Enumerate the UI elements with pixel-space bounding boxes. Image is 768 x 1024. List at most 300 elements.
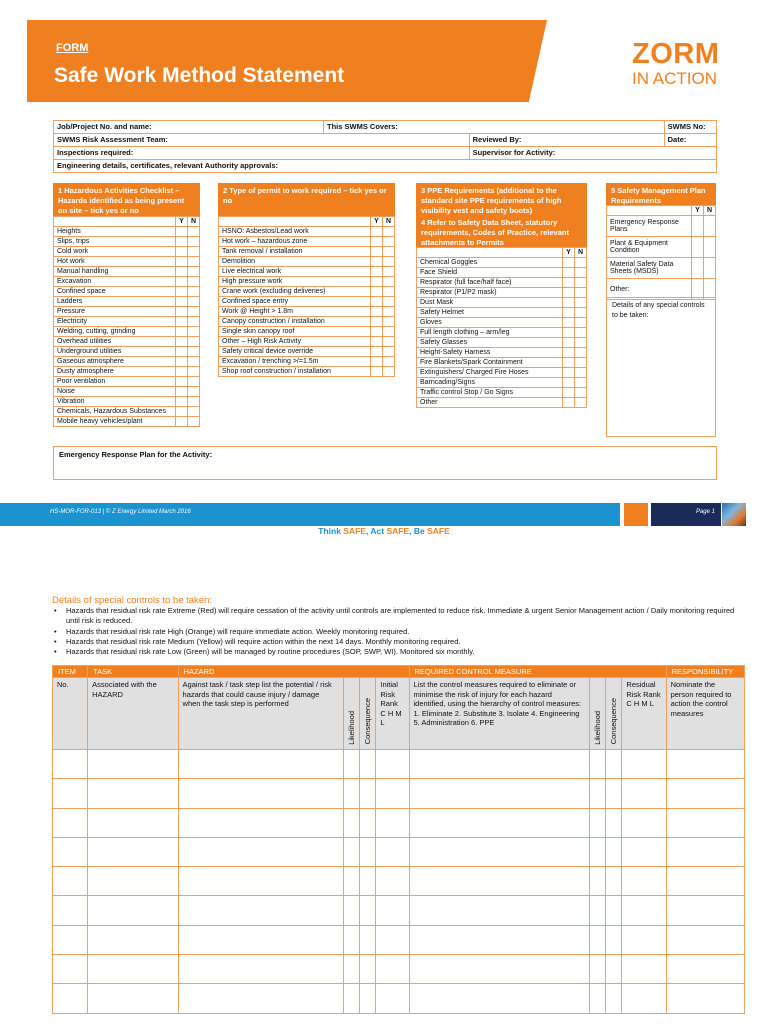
sub-consequence: Consequence <box>363 698 373 745</box>
checklist-item-label: Material Safety Data Sheets (MSDS) <box>607 258 692 279</box>
sub-initial-rank: Initial Risk Rank C H M L <box>376 678 409 750</box>
table-cell[interactable] <box>376 867 409 896</box>
table-cell[interactable] <box>53 925 88 954</box>
table-cell[interactable] <box>376 837 409 866</box>
checkbox-yes[interactable] <box>563 348 575 358</box>
ppe-checklist: Y N Chemical Goggles Face Shield Respirator (full face/half face) Respirator (P1/P2 mask) Dust Mask Safety Helmet Gloves Full length clothing – arm/leg Safety Glasses Height-Safety Harness Fire Blankets/Spark Containment Extinguishers/ Charged Fire Hoses Barricading/Signs Traffic control Stop / Go Signs Other <box>416 247 587 408</box>
checkbox-yes[interactable] <box>176 347 188 357</box>
checklist-item-label: Respirator (full face/half face) <box>417 278 563 288</box>
checkbox-no[interactable] <box>383 337 395 347</box>
bullet-item: • Hazards that residual risk rate Low (Green) will be managed by routine procedures (SOP, SWP, WI). Monitored six monthly. <box>52 647 742 657</box>
checklist-item-label: Electricity <box>54 317 176 327</box>
checkbox-yes[interactable] <box>563 278 575 288</box>
table-cell[interactable] <box>666 779 744 808</box>
checkbox-no[interactable] <box>575 338 587 348</box>
job-field[interactable]: Job/Project No. and name: <box>54 121 324 134</box>
checklist-item-label: Vibration <box>54 397 176 407</box>
table-cell[interactable] <box>376 984 409 1013</box>
checkbox-yes[interactable] <box>563 358 575 368</box>
sds-heading-text: 4 Refer to Safety Data Sheet, statutory requirements, Codes of Practice, relevant attachments to Permits <box>421 218 569 247</box>
table-cell[interactable] <box>344 955 360 984</box>
checkbox-no[interactable] <box>188 407 200 417</box>
checkbox-no[interactable] <box>704 237 716 258</box>
table-cell[interactable] <box>606 837 622 866</box>
table-cell[interactable] <box>666 837 744 866</box>
checkbox-no[interactable] <box>383 357 395 367</box>
table-cell[interactable] <box>622 955 666 984</box>
table-cell[interactable] <box>409 808 590 837</box>
checklist-item-label: Emergency Response Plans <box>607 216 692 237</box>
table-cell[interactable] <box>178 896 344 925</box>
checklist-item-label: Overhead utilities <box>54 337 176 347</box>
checkbox-no[interactable] <box>383 367 395 377</box>
table-cell[interactable] <box>409 837 590 866</box>
table-cell[interactable] <box>344 867 360 896</box>
checkbox-no[interactable] <box>188 367 200 377</box>
checkbox-yes[interactable] <box>692 258 704 279</box>
checkbox-yes[interactable] <box>563 258 575 268</box>
checkbox-yes[interactable] <box>563 338 575 348</box>
table-cell[interactable] <box>590 808 606 837</box>
table-cell[interactable] <box>360 750 376 779</box>
sub-likelihood-2: Likelihood <box>593 710 603 745</box>
checkbox-yes[interactable] <box>563 288 575 298</box>
table-row <box>53 955 745 984</box>
checklist-item-label: Safety Helmet <box>417 308 563 318</box>
swms-no-field[interactable]: SWMS No: <box>664 121 716 134</box>
supervisor-field[interactable]: Supervisor for Activity: <box>469 147 716 160</box>
checklist-row <box>54 407 200 417</box>
checklist-row <box>219 227 395 237</box>
table-cell[interactable] <box>178 779 344 808</box>
table-cell[interactable] <box>178 984 344 1013</box>
checklist-item-label: Confined space entry <box>219 297 371 307</box>
checklist-item-label: Face Shield <box>417 268 563 278</box>
table-cell[interactable] <box>409 896 590 925</box>
table-cell[interactable] <box>606 955 622 984</box>
checklist-row <box>54 257 200 267</box>
checkbox-yes[interactable] <box>371 277 383 287</box>
table-cell[interactable] <box>606 808 622 837</box>
checklist-item-label: Safety critical device override <box>219 347 371 357</box>
checklist-item-label: Hot work – hazardous zone <box>219 237 371 247</box>
special-controls-box[interactable]: Details of any special controls to be taken: <box>606 297 716 437</box>
checkbox-no[interactable] <box>575 368 587 378</box>
table-cell[interactable] <box>88 808 178 837</box>
table-cell[interactable] <box>666 867 744 896</box>
checkbox-yes[interactable] <box>176 287 188 297</box>
table-cell[interactable] <box>344 808 360 837</box>
table-cell[interactable] <box>88 750 178 779</box>
checkbox-yes[interactable] <box>371 237 383 247</box>
table-cell[interactable] <box>376 955 409 984</box>
checkbox-no[interactable] <box>188 317 200 327</box>
checklist-item-label: Barricading/Signs <box>417 378 563 388</box>
details-title: Details of special controls to be taken: <box>52 595 213 606</box>
table-cell[interactable] <box>53 779 88 808</box>
checkbox-no[interactable] <box>704 258 716 279</box>
table-cell[interactable] <box>409 779 590 808</box>
table-cell[interactable] <box>360 808 376 837</box>
table-cell[interactable] <box>666 984 744 1013</box>
checklist-item-label: Single skin canopy roof <box>219 327 371 337</box>
table-cell[interactable] <box>376 750 409 779</box>
table-cell[interactable] <box>409 867 590 896</box>
table-cell[interactable] <box>409 955 590 984</box>
table-cell[interactable] <box>590 837 606 866</box>
checkbox-yes[interactable] <box>371 347 383 357</box>
checkbox-no[interactable] <box>383 227 395 237</box>
checklist-item-label: Live electrical work <box>219 267 371 277</box>
covers-field[interactable]: This SWMS Covers: <box>324 121 665 134</box>
table-cell[interactable] <box>88 896 178 925</box>
table-cell[interactable] <box>88 867 178 896</box>
table-cell[interactable] <box>53 837 88 866</box>
checkbox-yes[interactable] <box>563 268 575 278</box>
table-cell[interactable] <box>360 837 376 866</box>
checkbox-yes[interactable] <box>371 267 383 277</box>
checkbox-yes[interactable] <box>176 357 188 367</box>
table-cell[interactable] <box>178 867 344 896</box>
table-cell[interactable] <box>178 808 344 837</box>
checkbox-no[interactable] <box>188 287 200 297</box>
table-cell[interactable] <box>88 925 178 954</box>
table-cell[interactable] <box>344 750 360 779</box>
checkbox-no[interactable] <box>575 398 587 408</box>
table-cell[interactable] <box>88 837 178 866</box>
checkbox-no[interactable] <box>383 267 395 277</box>
table-cell[interactable] <box>344 896 360 925</box>
checkbox-yes[interactable] <box>176 407 188 417</box>
checkbox-yes[interactable] <box>176 317 188 327</box>
table-cell[interactable] <box>666 896 744 925</box>
col-item: ITEM <box>53 666 88 678</box>
checklist-row <box>219 287 395 297</box>
checkbox-no[interactable] <box>188 257 200 267</box>
checkbox-yes[interactable] <box>371 247 383 257</box>
checkbox-no[interactable] <box>575 348 587 358</box>
checklist-item-label: Respirator (P1/P2 mask) <box>417 288 563 298</box>
checkbox-yes[interactable] <box>176 237 188 247</box>
table-row <box>53 808 745 837</box>
table-cell[interactable] <box>590 955 606 984</box>
checkbox-yes[interactable] <box>371 257 383 267</box>
table-cell[interactable] <box>360 955 376 984</box>
checkbox-yes[interactable] <box>563 378 575 388</box>
table-cell[interactable] <box>666 808 744 837</box>
checkbox-yes[interactable] <box>371 367 383 377</box>
checkbox-no[interactable] <box>188 247 200 257</box>
permit-heading: 2 Type of permit to work required – tick yes or no <box>218 183 395 216</box>
checklist-row <box>219 297 395 307</box>
table-cell[interactable] <box>360 925 376 954</box>
checklist-row <box>219 327 395 337</box>
checkbox-no[interactable] <box>188 387 200 397</box>
sub-item: No. <box>53 678 88 750</box>
checkbox-yes[interactable] <box>176 227 188 237</box>
checkbox-no[interactable] <box>575 318 587 328</box>
checklist-row <box>54 317 200 327</box>
checkbox-no[interactable] <box>575 258 587 268</box>
checkbox-no[interactable] <box>383 317 395 327</box>
checkbox-no[interactable] <box>383 257 395 267</box>
table-cell[interactable] <box>606 867 622 896</box>
checkbox-yes[interactable] <box>176 397 188 407</box>
checklist-row <box>219 257 395 267</box>
checkbox-yes[interactable] <box>371 327 383 337</box>
checkbox-no[interactable] <box>575 378 587 388</box>
checkbox-yes[interactable] <box>176 247 188 257</box>
table-cell[interactable] <box>360 984 376 1013</box>
col-task: TASK <box>88 666 178 678</box>
checklist-row <box>219 267 395 277</box>
checkbox-yes[interactable] <box>563 398 575 408</box>
checkbox-no[interactable] <box>575 278 587 288</box>
checklist-row <box>54 357 200 367</box>
checklist-item-label: Hot work <box>54 257 176 267</box>
hazard-checklist-heading: 1 Hazardous Activities Checklist – Hazards identified as being present on site – tick yes or no <box>53 183 200 216</box>
checkbox-yes[interactable] <box>371 307 383 317</box>
table-cell[interactable] <box>409 925 590 954</box>
table-cell[interactable] <box>590 867 606 896</box>
checklist-row <box>219 277 395 287</box>
checklist-row <box>54 397 200 407</box>
table-cell[interactable] <box>622 925 666 954</box>
checkbox-no[interactable] <box>188 307 200 317</box>
table-cell[interactable] <box>376 896 409 925</box>
sub-hazard: Against task / task step list the potential / risk hazards that could cause injury / damage when the task step is performed <box>178 678 344 750</box>
checkbox-no[interactable] <box>188 237 200 247</box>
table-cell[interactable] <box>376 808 409 837</box>
checkbox-no[interactable] <box>383 287 395 297</box>
checkbox-yes[interactable] <box>176 297 188 307</box>
checkbox-no[interactable] <box>575 298 587 308</box>
table-cell[interactable] <box>409 750 590 779</box>
info-table <box>53 120 717 173</box>
table-row <box>53 837 745 866</box>
checkbox-no[interactable] <box>383 237 395 247</box>
checklist-item-label: Excavation <box>54 277 176 287</box>
checkbox-yes[interactable] <box>371 317 383 327</box>
checklist-row <box>54 267 200 277</box>
checklist-row <box>607 216 716 237</box>
checkbox-yes[interactable] <box>371 297 383 307</box>
checkbox-no[interactable] <box>383 347 395 357</box>
table-cell[interactable] <box>606 779 622 808</box>
sub-responsibility: Nominate the person required to action the control measures <box>666 678 744 750</box>
checkbox-yes[interactable] <box>371 337 383 347</box>
checklist-row <box>417 358 587 368</box>
checkbox-yes[interactable] <box>692 237 704 258</box>
checklist-row <box>219 357 395 367</box>
smp-checklist: Y N Emergency Response Plans Plant & Equipment Condition Material Safety Data Sheets (MSDS) Other: <box>606 205 716 300</box>
checklist-row <box>54 417 200 427</box>
checkbox-no[interactable] <box>704 216 716 237</box>
reviewed-field[interactable]: Reviewed By: <box>469 134 664 147</box>
checklist-item-label: Gloves <box>417 318 563 328</box>
table-cell[interactable] <box>88 984 178 1013</box>
table-cell[interactable] <box>344 779 360 808</box>
checkbox-no[interactable] <box>575 308 587 318</box>
table-cell[interactable] <box>590 779 606 808</box>
table-cell[interactable] <box>178 750 344 779</box>
checklist-item-label: Heights <box>54 227 176 237</box>
checkbox-no[interactable] <box>188 227 200 237</box>
table-cell[interactable] <box>376 925 409 954</box>
checkbox-no[interactable] <box>188 357 200 367</box>
risk-rate-bullets <box>52 606 742 657</box>
checkbox-yes[interactable] <box>176 257 188 267</box>
checkbox-no[interactable] <box>383 327 395 337</box>
table-cell[interactable] <box>53 984 88 1013</box>
checkbox-yes[interactable] <box>563 368 575 378</box>
checkbox-yes[interactable] <box>176 277 188 287</box>
checkbox-yes[interactable] <box>563 308 575 318</box>
table-cell[interactable] <box>88 779 178 808</box>
table-cell[interactable] <box>344 837 360 866</box>
checklist-item-label: Manual handling <box>54 267 176 277</box>
checkbox-yes[interactable] <box>176 417 188 427</box>
table-cell[interactable] <box>178 955 344 984</box>
checkbox-yes[interactable] <box>176 307 188 317</box>
table-cell[interactable] <box>590 984 606 1013</box>
checkbox-yes[interactable] <box>176 367 188 377</box>
checkbox-no[interactable] <box>383 247 395 257</box>
checklist-row <box>417 338 587 348</box>
checklist-row <box>54 307 200 317</box>
table-cell[interactable] <box>409 984 590 1013</box>
checklist-row <box>54 287 200 297</box>
table-cell[interactable] <box>606 925 622 954</box>
col-responsibility: RESPONSIBILITY <box>666 666 744 678</box>
checkbox-no[interactable] <box>575 388 587 398</box>
table-cell[interactable] <box>622 984 666 1013</box>
checkbox-yes[interactable] <box>176 387 188 397</box>
checklist-row <box>417 348 587 358</box>
checklist-item-label: Confined space <box>54 287 176 297</box>
table-cell[interactable] <box>666 955 744 984</box>
footer-page-box <box>651 503 721 526</box>
checkbox-yes[interactable] <box>371 287 383 297</box>
checkbox-no[interactable] <box>188 347 200 357</box>
checkbox-no[interactable] <box>188 417 200 427</box>
team-field[interactable]: SWMS Risk Assessment Team: <box>54 134 470 147</box>
table-cell[interactable] <box>622 896 666 925</box>
checkbox-no[interactable] <box>188 397 200 407</box>
checklist-row <box>54 337 200 347</box>
page-title: Safe Work Method Statement <box>54 64 345 87</box>
emergency-plan-field[interactable]: Emergency Response Plan for the Activity: <box>53 446 717 480</box>
checklist-item-label: Dusty atmosphere <box>54 367 176 377</box>
table-cell[interactable] <box>53 896 88 925</box>
table-cell[interactable] <box>360 867 376 896</box>
table-cell[interactable] <box>53 955 88 984</box>
checklist-item-label: Other <box>417 398 563 408</box>
checkbox-no[interactable] <box>575 328 587 338</box>
table-cell[interactable] <box>376 779 409 808</box>
table-cell[interactable] <box>88 955 178 984</box>
checkbox-yes[interactable] <box>563 298 575 308</box>
footer-photo-thumbnail <box>722 503 746 526</box>
checklist-row <box>219 317 395 327</box>
table-cell[interactable] <box>53 808 88 837</box>
table-cell[interactable] <box>606 984 622 1013</box>
checklist-row <box>54 237 200 247</box>
checkbox-yes[interactable] <box>371 227 383 237</box>
smp-heading: 5 Safety Management Plan Requirements <box>606 183 716 205</box>
checklist-row <box>54 327 200 337</box>
table-cell[interactable] <box>606 750 622 779</box>
checkbox-no[interactable] <box>188 267 200 277</box>
checkbox-no[interactable] <box>188 277 200 287</box>
table-cell[interactable] <box>622 808 666 837</box>
checkbox-no[interactable] <box>188 337 200 347</box>
date-field[interactable]: Date: <box>664 134 716 147</box>
table-cell[interactable] <box>360 779 376 808</box>
page-number: Page 1 <box>695 509 715 515</box>
table-cell[interactable] <box>622 779 666 808</box>
checkbox-yes[interactable] <box>563 328 575 338</box>
checkbox-no[interactable] <box>188 327 200 337</box>
table-cell[interactable] <box>622 867 666 896</box>
table-cell[interactable] <box>622 837 666 866</box>
table-cell[interactable] <box>590 925 606 954</box>
checkbox-no[interactable] <box>383 307 395 317</box>
checkbox-yes[interactable] <box>563 388 575 398</box>
checkbox-no[interactable] <box>575 288 587 298</box>
checkbox-no[interactable] <box>575 268 587 278</box>
checkbox-yes[interactable] <box>371 357 383 367</box>
checklist-row <box>417 278 587 288</box>
checkbox-no[interactable] <box>575 358 587 368</box>
checkbox-yes[interactable] <box>692 216 704 237</box>
checkbox-no[interactable] <box>383 277 395 287</box>
checkbox-yes[interactable] <box>176 267 188 277</box>
checkbox-yes[interactable] <box>563 318 575 328</box>
table-cell[interactable] <box>178 837 344 866</box>
inspections-field[interactable]: Inspections required: <box>54 147 470 160</box>
checklist-row <box>219 307 395 317</box>
bullet-item: • Hazards that residual risk rate Extreme (Red) will require cessation of the activity until controls are implemented to reduce risk. Immediate & urgent Senior Management action / Daily monitoring required until risk is reduced. <box>52 606 742 627</box>
table-cell[interactable] <box>606 896 622 925</box>
header-banner <box>27 20 547 102</box>
table-cell[interactable] <box>666 925 744 954</box>
checkbox-yes[interactable] <box>176 327 188 337</box>
table-cell[interactable] <box>590 896 606 925</box>
bullet-item: • Hazards that residual risk rate Medium (Yellow) will require action within the next 14 days. Monthly monitoring required. <box>52 637 742 647</box>
checkbox-yes[interactable] <box>176 377 188 387</box>
table-cell[interactable] <box>666 750 744 779</box>
col-control: REQUIRED CONTROL MEASURE <box>409 666 666 678</box>
checkbox-no[interactable] <box>188 377 200 387</box>
table-cell[interactable] <box>344 925 360 954</box>
table-cell[interactable] <box>53 750 88 779</box>
table-cell[interactable] <box>344 984 360 1013</box>
table-cell[interactable] <box>590 750 606 779</box>
checklist-row <box>417 368 587 378</box>
checklist-item-label: Noise <box>54 387 176 397</box>
table-row <box>53 779 745 808</box>
table-row <box>53 984 745 1013</box>
table-cell[interactable] <box>622 750 666 779</box>
checkbox-no[interactable] <box>383 297 395 307</box>
table-cell[interactable] <box>178 925 344 954</box>
engineering-field[interactable]: Engineering details, certificates, relevant Authority approvals: <box>54 160 717 173</box>
checkbox-yes[interactable] <box>176 337 188 347</box>
table-cell[interactable] <box>360 896 376 925</box>
checkbox-no[interactable] <box>188 297 200 307</box>
table-cell[interactable] <box>53 867 88 896</box>
